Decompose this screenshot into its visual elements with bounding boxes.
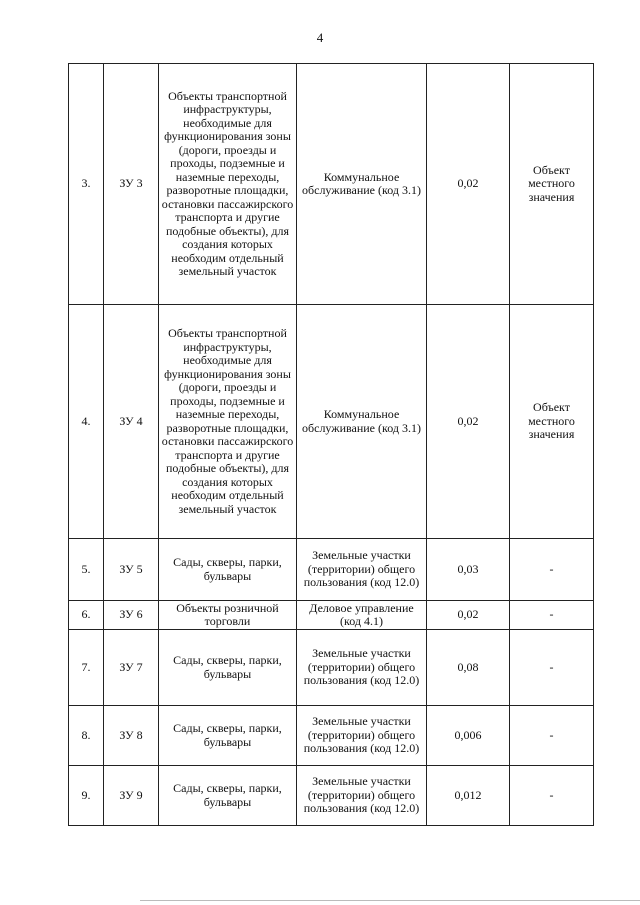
plot-area: 0,02 [427, 601, 510, 630]
permitted-use: Коммунальное обслуживание (код 3.1) [297, 64, 427, 305]
object-status: - [510, 630, 594, 706]
table-row [69, 305, 594, 539]
row-number: 3. [69, 64, 104, 305]
plot-purpose: Объекты транспортной инфраструктуры, необходимые для функционирования зоны (дороги, проезды и проходы, подземные и наземные переходы, разворотные площадки, остановки пассажирского транспорта и другие подобные объекты), для создания которых необходим отдельный земельный участок [159, 64, 297, 305]
plot-id: ЗУ 5 [104, 539, 159, 601]
plot-purpose: Сады, скверы, парки, бульвары [159, 630, 297, 706]
plot-id: ЗУ 4 [104, 305, 159, 539]
row-number: 4. [69, 305, 104, 539]
table-row [69, 64, 594, 305]
plot-area: 0,006 [427, 706, 510, 766]
row-number: 6. [69, 601, 104, 630]
plot-area: 0,012 [427, 766, 510, 826]
scan-artifact-line [140, 900, 640, 901]
land-plots-table [68, 63, 594, 826]
permitted-use: Деловое управление (код 4.1) [297, 601, 427, 630]
object-status: - [510, 539, 594, 601]
table-row [69, 706, 594, 766]
plot-id: ЗУ 8 [104, 706, 159, 766]
row-number: 9. [69, 766, 104, 826]
table-row [69, 630, 594, 706]
object-status: Объект местного значения [510, 305, 594, 539]
plot-purpose: Объекты транспортной инфраструктуры, необходимые для функционирования зоны (дороги, проезды и проходы, подземные и наземные переходы, разворотные площадки, остановки пассажирского транспорта и другие подобные объекты), для создания которых необходим отдельный земельный участок [159, 305, 297, 539]
plot-purpose: Объекты розничной торговли [159, 601, 297, 630]
permitted-use: Земельные участки (территории) общего пользования (код 12.0) [297, 539, 427, 601]
plot-purpose: Сады, скверы, парки, бульвары [159, 706, 297, 766]
row-number: 8. [69, 706, 104, 766]
object-status: Объект местного значения [510, 64, 594, 305]
plot-purpose: Сады, скверы, парки, бульвары [159, 539, 297, 601]
plot-purpose: Сады, скверы, парки, бульвары [159, 766, 297, 826]
permitted-use: Земельные участки (территории) общего пользования (код 12.0) [297, 706, 427, 766]
permitted-use: Земельные участки (территории) общего пользования (код 12.0) [297, 766, 427, 826]
plot-area: 0,08 [427, 630, 510, 706]
permitted-use: Земельные участки (территории) общего пользования (код 12.0) [297, 630, 427, 706]
table-row [69, 766, 594, 826]
plot-area: 0,03 [427, 539, 510, 601]
plot-id: ЗУ 6 [104, 601, 159, 630]
object-status: - [510, 706, 594, 766]
object-status: - [510, 766, 594, 826]
plot-id: ЗУ 7 [104, 630, 159, 706]
plot-id: ЗУ 9 [104, 766, 159, 826]
plot-area: 0,02 [427, 64, 510, 305]
plot-area: 0,02 [427, 305, 510, 539]
table-row [69, 539, 594, 601]
object-status: - [510, 601, 594, 630]
row-number: 7. [69, 630, 104, 706]
row-number: 5. [69, 539, 104, 601]
page-number: 4 [316, 30, 324, 45]
permitted-use: Коммунальное обслуживание (код 3.1) [297, 305, 427, 539]
plot-id: ЗУ 3 [104, 64, 159, 305]
table-row [69, 601, 594, 630]
